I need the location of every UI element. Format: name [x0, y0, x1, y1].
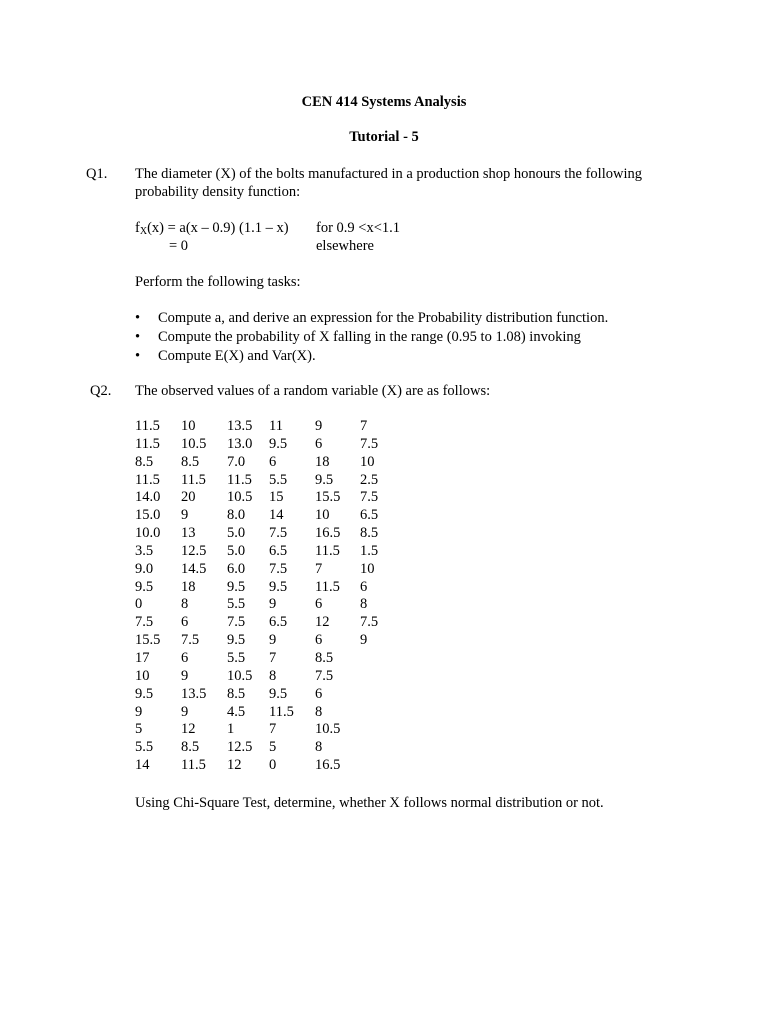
table-cell: 7.0 [227, 453, 246, 470]
table-cell: 5.5 [135, 739, 154, 756]
task-item [0, 328, 768, 346]
pdf-else-condition: elsewhere [316, 238, 374, 254]
task-item [0, 309, 768, 327]
table-cell: 10.5 [181, 435, 207, 452]
q2-closing: Using Chi-Square Test, determine, whether X follows normal distribution or not. [135, 795, 604, 811]
table-cell: 9 [269, 632, 277, 649]
q2-intro: The observed values of a random variable (X) are as follows: [135, 383, 491, 399]
table-cell: 14 [135, 757, 150, 774]
table-cell: 14 [269, 507, 284, 524]
table-cell: 10 [360, 560, 375, 577]
table-cell: 7 [315, 560, 323, 577]
table-cell: 9 [360, 632, 368, 649]
table-cell: 6 [360, 578, 368, 595]
course-title: CEN 414 Systems Analysis [301, 94, 467, 110]
table-cell: 13.5 [227, 418, 253, 434]
table-cell: 8.0 [227, 507, 246, 524]
table-cell: 9.5 [227, 578, 246, 595]
table-cell: 17 [135, 649, 150, 666]
pdf-condition: for 0.9 <x<1.1 [316, 220, 401, 236]
table-cell [360, 650, 400, 668]
table-cell: 9 [181, 667, 189, 684]
table-cell: 11.5 [227, 471, 252, 488]
table-cell: 0 [269, 757, 277, 774]
table-cell: 13.5 [181, 685, 207, 702]
table-cell: 8 [360, 596, 368, 613]
table-cell [360, 686, 400, 704]
table-cell: 11.5 [181, 471, 206, 488]
table-cell: 8.5 [315, 649, 334, 666]
observations-table [135, 418, 400, 775]
table-cell: 8.5 [227, 685, 246, 702]
table-cell: 5 [135, 721, 143, 738]
table-cell: 7 [269, 721, 277, 738]
bullet-icon: • [135, 310, 141, 326]
table-cell: 9.5 [227, 632, 246, 649]
table-cell: 7.5 [269, 525, 288, 542]
table-cell: 1.5 [360, 542, 379, 559]
table-row [135, 614, 400, 632]
table-cell [360, 704, 400, 722]
table-cell: 10 [181, 418, 196, 434]
table-cell: 6 [269, 453, 277, 470]
table-cell: 11.5 [135, 471, 160, 488]
table-cell: 11.5 [315, 578, 340, 595]
table-cell: 6 [315, 435, 323, 452]
table-cell: 6 [315, 685, 323, 702]
q1-intro-line2: probability density function: [135, 184, 301, 200]
table-cell: 7.5 [227, 614, 246, 631]
table-row [135, 686, 400, 704]
table-cell: 8 [315, 703, 323, 720]
table-cell: 6 [315, 632, 323, 649]
table-cell: 7.5 [315, 667, 334, 684]
table-cell: 7.5 [269, 560, 288, 577]
table-cell: 9 [181, 703, 189, 720]
table-cell: 11.5 [269, 703, 294, 720]
table-cell: 8.5 [181, 739, 200, 756]
table-row [135, 489, 400, 507]
table-cell: 6.0 [227, 560, 246, 577]
table-cell: 4.5 [227, 703, 246, 720]
table-cell: 2.5 [360, 471, 379, 488]
table-cell: 12 [315, 614, 330, 631]
table-cell: 8 [315, 739, 323, 756]
table-cell: 8 [181, 596, 189, 613]
table-cell: 8 [269, 667, 277, 684]
bullet-icon: • [135, 348, 141, 364]
bullet-icon: • [135, 329, 141, 345]
task-text: Compute a, and derive an expression for the Probability distribution function. [158, 310, 609, 326]
table-cell: 6 [181, 614, 189, 631]
table-cell: 11.5 [135, 435, 160, 452]
table-cell: 10 [315, 507, 330, 524]
q1-number: Q1. [86, 166, 108, 182]
pdf-function-symbol: f [135, 220, 140, 236]
task-text: Compute the probability of X falling in the range (0.95 to 1.08) invoking [158, 329, 581, 345]
table-cell: 12 [181, 721, 196, 738]
table-cell: 10.5 [227, 667, 253, 684]
table-cell: 14.0 [135, 489, 161, 506]
table-cell: 1 [227, 721, 235, 738]
table-row [135, 454, 400, 472]
table-cell: 10.5 [315, 721, 341, 738]
table-cell: 6 [315, 596, 323, 613]
table-cell: 9 [181, 507, 189, 524]
table-row [135, 561, 400, 579]
table-row [135, 596, 400, 614]
table-cell: 14.5 [181, 560, 207, 577]
table-cell: 6 [181, 649, 189, 666]
table-row [135, 418, 400, 436]
table-cell: 16.5 [315, 525, 341, 542]
table-cell: 9 [315, 418, 323, 434]
task-item [0, 347, 768, 365]
table-cell: 10.5 [227, 489, 253, 506]
table-row [135, 650, 400, 668]
table-cell [360, 668, 400, 686]
table-cell: 7.5 [360, 489, 379, 506]
table-row [135, 507, 400, 525]
table-cell: 16.5 [315, 757, 341, 774]
table-cell: 15.0 [135, 507, 161, 524]
table-cell: 15.5 [315, 489, 341, 506]
table-cell: 15 [269, 489, 284, 506]
table-row [135, 704, 400, 722]
table-cell: 0 [135, 596, 143, 613]
table-cell: 12.5 [181, 542, 207, 559]
table-cell: 9.5 [269, 685, 288, 702]
table-row [135, 579, 400, 597]
table-cell: 8.5 [135, 453, 154, 470]
table-row [135, 757, 400, 775]
tutorial-title: Tutorial - 5 [349, 129, 419, 145]
task-intro: Perform the following tasks: [135, 274, 301, 290]
table-cell: 15.5 [135, 632, 161, 649]
table-cell: 5.5 [227, 596, 246, 613]
table-cell: 5.0 [227, 525, 246, 542]
table-cell: 5.5 [227, 649, 246, 666]
table-cell: 18 [181, 578, 196, 595]
q1-intro-line1: The diameter (X) of the bolts manufactured in a production shop honours the following [135, 166, 642, 182]
table-cell: 7.5 [360, 435, 379, 452]
table-cell: 7 [269, 649, 277, 666]
table-cell: 11.5 [181, 757, 206, 774]
table-row [135, 543, 400, 561]
table-cell: 13 [181, 525, 196, 542]
table-cell: 6.5 [269, 542, 288, 559]
table-cell: 7.5 [181, 632, 200, 649]
table-cell: 9.5 [135, 685, 154, 702]
table-cell: 20 [181, 489, 196, 506]
table-cell: 12.5 [227, 739, 253, 756]
table-cell: 9.5 [269, 435, 288, 452]
table-cell: 5 [269, 739, 277, 756]
table-cell: 7.5 [135, 614, 154, 631]
table-cell: 9 [269, 596, 277, 613]
table-cell: 7.5 [360, 614, 379, 631]
table-row [135, 721, 400, 739]
table-row [135, 525, 400, 543]
table-cell: 11 [269, 418, 283, 434]
table-cell: 6.5 [269, 614, 288, 631]
table-cell: 11.5 [135, 418, 160, 434]
table-cell: 9.5 [315, 471, 334, 488]
table-cell: 7 [360, 418, 368, 434]
table-cell: 11.5 [315, 542, 340, 559]
table-cell: 8.5 [360, 525, 379, 542]
table-row [135, 632, 400, 650]
q2-number: Q2. [90, 383, 112, 399]
pdf-else-expression: = 0 [169, 238, 189, 254]
table-row [135, 436, 400, 454]
table-cell: 9.0 [135, 560, 154, 577]
table-cell: 5.5 [269, 471, 288, 488]
table-cell: 8.5 [181, 453, 200, 470]
table-cell [360, 757, 400, 775]
table-cell: 9 [135, 703, 143, 720]
table-row [135, 739, 400, 757]
table-cell: 12 [227, 757, 242, 774]
pdf-function-body: (x) = a(x – 0.9) (1.1 – x) [147, 220, 289, 236]
table-cell: 10.0 [135, 525, 161, 542]
table-row [135, 668, 400, 686]
table-cell: 9.5 [269, 578, 288, 595]
pdf-function-subscript: X [139, 226, 148, 237]
table-cell [360, 739, 400, 757]
table-cell: 6.5 [360, 507, 379, 524]
table-cell: 3.5 [135, 542, 154, 559]
table-cell [360, 721, 400, 739]
task-text: Compute E(X) and Var(X). [158, 348, 316, 364]
table-row [135, 472, 400, 490]
table-cell: 10 [360, 453, 375, 470]
table-cell: 9.5 [135, 578, 154, 595]
pdf-expression [135, 219, 289, 241]
table-cell: 5.0 [227, 542, 246, 559]
table-cell: 13.0 [227, 435, 253, 452]
table-cell: 18 [315, 453, 330, 470]
table-cell: 10 [135, 667, 150, 684]
